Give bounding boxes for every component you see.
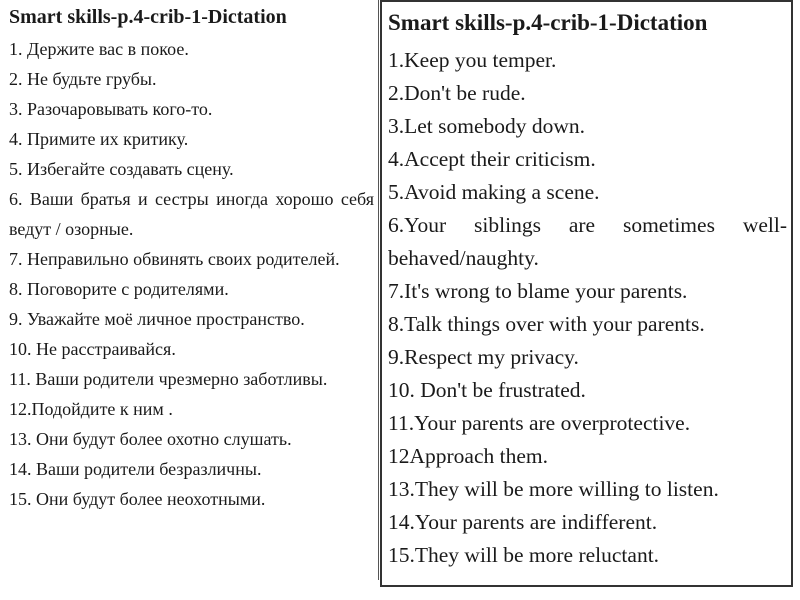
english-item-8: 8.Talk things over with your parents. xyxy=(388,312,705,336)
dictation-sheet xyxy=(5,0,793,590)
russian-item-4: 4. Примите их критику. xyxy=(9,129,189,149)
russian-item-8: 8. Поговорите с родителями. xyxy=(9,279,229,299)
russian-item-2: 2. Не будьте грубы. xyxy=(9,69,157,89)
english-item-14: 14.Your parents are indifferent. xyxy=(388,510,658,534)
russian-item-13: 13. Они будут более охотно слушать. xyxy=(9,429,292,449)
russian-item-3: 3. Разочаровывать кого-то. xyxy=(9,99,213,119)
russian-item-15: 15. Они будут более неохотными. xyxy=(9,489,266,509)
russian-item-6: 6. Ваши братья и сестры иногда хорошо себя ведут / озорные. xyxy=(9,189,374,239)
english-item-10: 10. Don't be frustrated. xyxy=(388,378,586,402)
english-item-15: 15.They will be more reluctant. xyxy=(388,543,660,567)
english-item-5: 5.Avoid making a scene. xyxy=(388,180,600,204)
russian-item-12: 12.Подойдите к ним . xyxy=(9,399,173,419)
english-item-11: 11.Your parents are overprotective. xyxy=(388,411,691,435)
english-item-12: 12Approach them. xyxy=(388,444,549,468)
russian-item-10: 10. Не расстраивайся. xyxy=(9,339,176,359)
english-item-6: 6.Your siblings are sometimes well-behaved/naughty. xyxy=(388,213,787,270)
russian-column-title: Smart skills-p.4-crib-1-Dictation xyxy=(9,6,287,28)
russian-item-11: 11. Ваши родители чрезмерно заботливы. xyxy=(9,369,328,389)
english-item-4: 4.Accept their criticism. xyxy=(388,147,596,171)
russian-item-1: 1. Держите вас в покое. xyxy=(9,39,189,59)
english-column xyxy=(380,0,793,587)
english-item-1: 1.Keep you temper. xyxy=(388,48,557,72)
english-item-7: 7.It's wrong to blame your parents. xyxy=(388,279,688,303)
russian-item-7: 7. Неправильно обвинять своих родителей. xyxy=(9,249,340,269)
russian-item-14: 14. Ваши родители безразличны. xyxy=(9,459,262,479)
english-item-2: 2.Don't be rude. xyxy=(388,81,526,105)
russian-item-9: 9. Уважайте моё личное пространство. xyxy=(9,309,305,329)
russian-item-5: 5. Избегайте создавать сцену. xyxy=(9,159,234,179)
english-item-13: 13.They will be more willing to listen. xyxy=(388,477,719,501)
english-item-3: 3.Let somebody down. xyxy=(388,114,586,138)
english-item-9: 9.Respect my privacy. xyxy=(388,345,579,369)
russian-column xyxy=(5,0,379,580)
english-column-title: Smart skills-p.4-crib-1-Dictation xyxy=(388,10,708,35)
